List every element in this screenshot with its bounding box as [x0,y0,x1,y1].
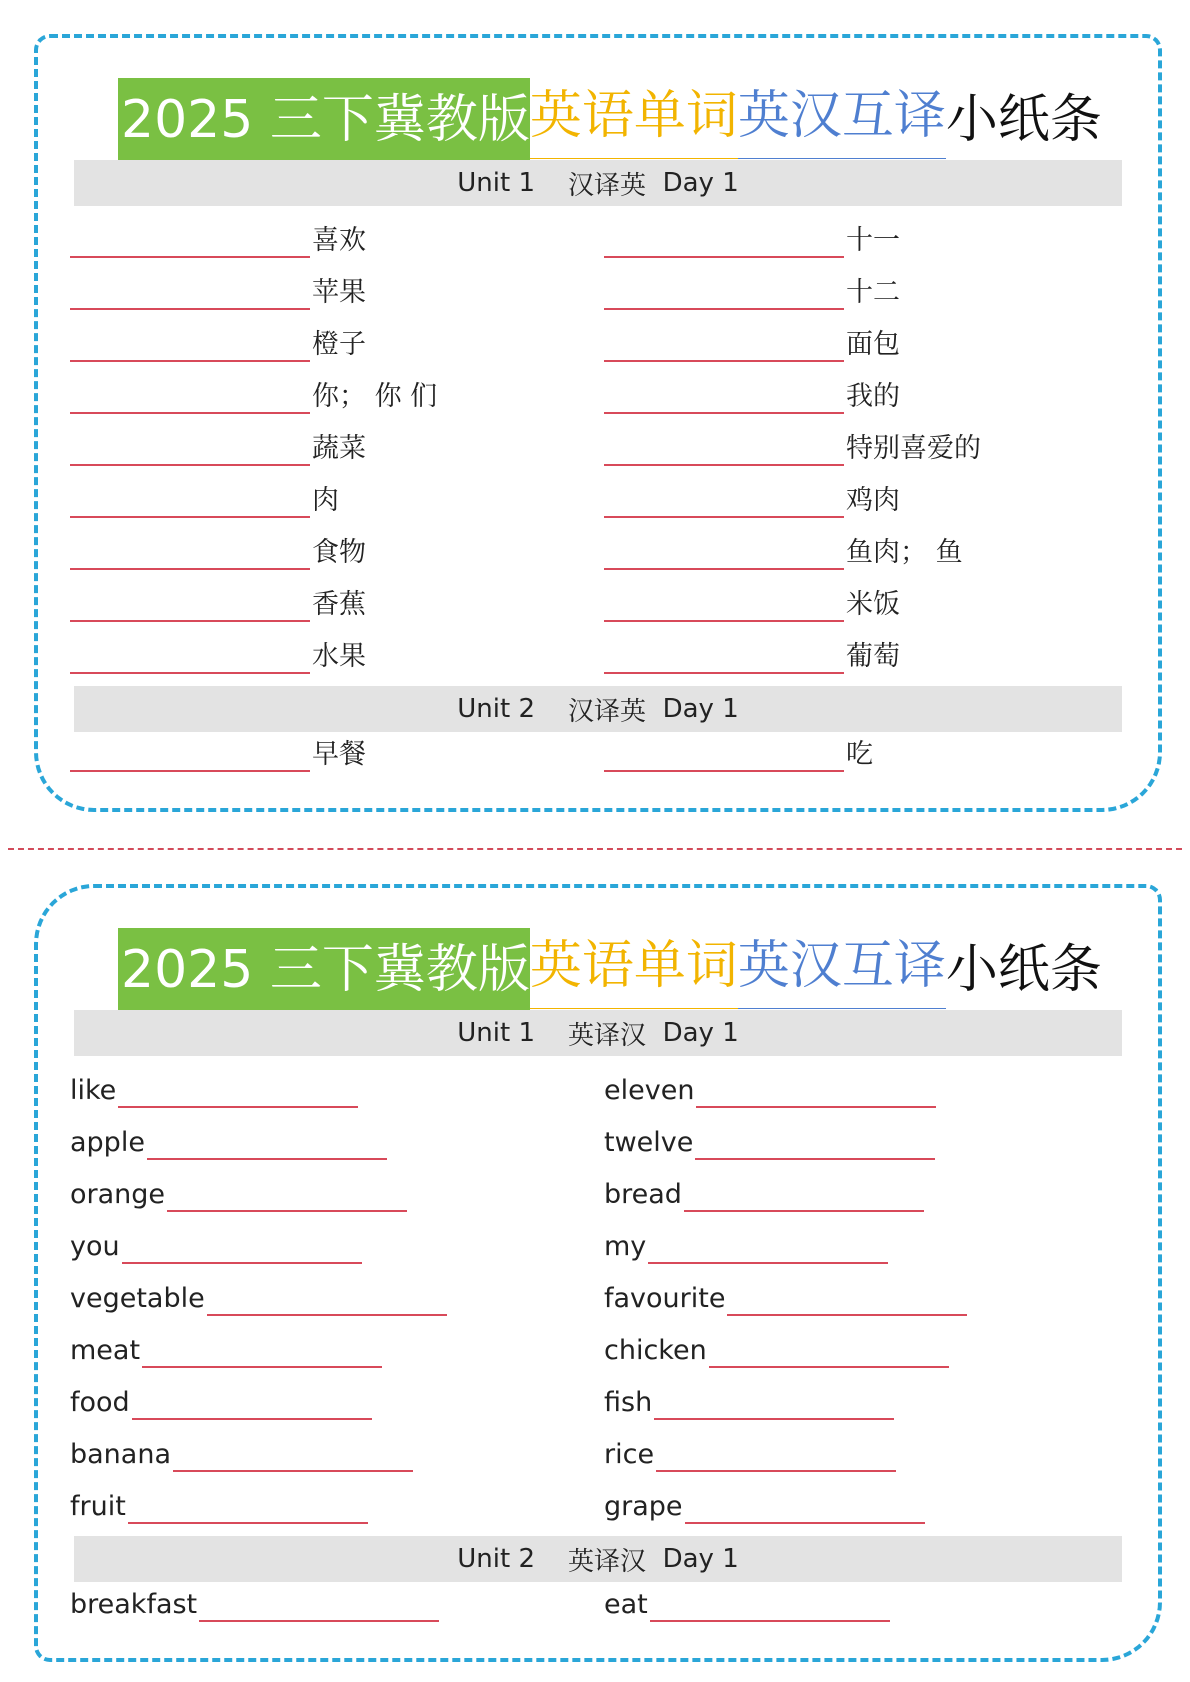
answer-row [70,1484,368,1524]
answer-blank[interactable] [70,740,310,772]
answer-row [70,374,437,414]
mode-label: 汉译英 [568,170,647,201]
title-part-translate: 英汉互译 [738,78,946,162]
prompt-word: 喜欢 [312,225,366,256]
answer-blank[interactable] [648,1232,888,1264]
prompt-word: 早餐 [312,739,366,770]
prompt-word: like [70,1075,117,1106]
answer-row [604,1432,896,1472]
answer-row [70,1582,439,1622]
prompt-word: 特别喜爱的 [846,433,981,464]
prompt-word: 肉 [312,485,339,516]
answer-blank[interactable] [70,590,310,622]
answer-blank[interactable] [167,1180,407,1212]
answer-row [70,732,366,772]
answer-row [70,478,339,518]
mode-label: 英译汉 [568,1546,647,1577]
answer-row [604,478,900,518]
prompt-word: 面包 [846,329,900,360]
answer-row [604,1224,888,1264]
answer-row [70,1068,358,1108]
title-part-slip: 小纸条 [945,90,1102,150]
prompt-word: 米饭 [846,589,900,620]
unit-label: Unit 1 [457,168,535,198]
day-label: Day 1 [662,168,739,198]
answer-row [70,426,366,466]
answer-row [604,322,900,362]
section-header-unit1 [74,1010,1122,1056]
answer-blank[interactable] [70,278,310,310]
cut-line [8,848,1182,850]
unit-label: Unit 1 [457,1018,535,1048]
prompt-word: chicken [604,1335,707,1366]
prompt-word: 鸡肉 [846,485,900,516]
answer-row [70,634,366,674]
prompt-word: food [70,1387,130,1418]
answer-row [70,322,366,362]
answer-blank[interactable] [199,1590,439,1622]
answer-row [604,530,963,570]
prompt-word: meat [70,1335,141,1366]
prompt-word: 食物 [312,537,366,568]
answer-blank[interactable] [654,1388,894,1420]
title-part-words: 英语单词 [530,78,738,162]
prompt-word: fruit [70,1491,126,1522]
prompt-word: 蔬菜 [312,433,366,464]
answer-row [604,218,900,258]
answer-row [70,1328,382,1368]
worksheet-title [118,928,1102,1012]
answer-blank[interactable] [70,382,310,414]
answer-blank[interactable] [696,1076,936,1108]
answer-blank[interactable] [695,1128,935,1160]
answer-blank[interactable] [207,1284,447,1316]
title-part-grade: 2025 三下冀教版 [118,928,530,1012]
answer-row [604,374,900,414]
answer-blank[interactable] [604,382,844,414]
prompt-word: banana [70,1439,171,1470]
prompt-word: 我的 [846,381,900,412]
answer-blank[interactable] [684,1180,924,1212]
answer-row [604,426,981,466]
prompt-word: 十一 [846,225,900,256]
worksheet-card-2 [34,884,1162,1662]
answer-row [604,1068,936,1108]
day-label: Day 1 [662,694,739,724]
mode-label: 汉译英 [568,696,647,727]
answer-row [70,582,366,622]
answer-row [604,1582,890,1622]
answer-row [70,1224,362,1264]
prompt-word: 吃 [846,739,873,770]
title-part-grade: 2025 三下冀教版 [118,78,530,162]
answer-blank[interactable] [604,278,844,310]
answer-row [70,1172,407,1212]
prompt-word: 鱼肉； 鱼 [846,537,963,568]
answer-blank[interactable] [650,1590,890,1622]
answer-blank[interactable] [173,1440,413,1472]
prompt-word: you [70,1231,120,1262]
answer-blank[interactable] [604,486,844,518]
answer-row [604,732,873,772]
prompt-word: bread [604,1179,682,1210]
answer-row [604,270,900,310]
answer-blank[interactable] [604,740,844,772]
prompt-word: 十二 [846,277,900,308]
answer-blank[interactable] [70,330,310,362]
prompt-word: 苹果 [312,277,366,308]
worksheet-title [118,78,1102,162]
answer-blank[interactable] [685,1492,925,1524]
unit-label: Unit 2 [457,1544,535,1574]
answer-row [70,1276,447,1316]
answer-blank[interactable] [70,226,310,258]
answer-row [604,1380,894,1420]
answer-blank[interactable] [604,434,844,466]
answer-blank[interactable] [142,1336,382,1368]
answer-row [604,1120,935,1160]
prompt-word: eat [604,1589,648,1620]
prompt-word: 橙子 [312,329,366,360]
worksheet-card-1 [34,34,1162,812]
answer-blank[interactable] [709,1336,949,1368]
day-label: Day 1 [662,1018,739,1048]
answer-row [604,1328,949,1368]
answer-row [70,1380,372,1420]
section-header-unit1 [74,160,1122,206]
answer-blank[interactable] [604,538,844,570]
mode-label: 英译汉 [568,1020,647,1051]
section-header-unit2 [74,1536,1122,1582]
answer-row [70,530,366,570]
answer-blank[interactable] [70,642,310,674]
prompt-word: grape [604,1491,683,1522]
prompt-word: vegetable [70,1283,205,1314]
answer-row [70,1120,387,1160]
prompt-word: 香蕉 [312,589,366,620]
title-part-slip: 小纸条 [945,940,1102,1000]
answer-blank[interactable] [118,1076,358,1108]
answer-blank[interactable] [604,642,844,674]
answer-blank[interactable] [132,1388,372,1420]
title-part-translate: 英汉互译 [738,928,946,1012]
answer-row [604,582,900,622]
answer-row [604,634,900,674]
answer-row [604,1484,925,1524]
prompt-word: apple [70,1127,145,1158]
prompt-word: twelve [604,1127,694,1158]
prompt-word: 你； 你 们 [312,381,438,412]
answer-row [604,1276,967,1316]
answer-blank[interactable] [70,538,310,570]
answer-blank[interactable] [604,590,844,622]
answer-blank[interactable] [70,434,310,466]
answer-blank[interactable] [122,1232,362,1264]
day-label: Day 1 [662,1544,739,1574]
answer-blank[interactable] [727,1284,967,1316]
prompt-word: favourite [604,1283,726,1314]
prompt-word: my [604,1231,647,1262]
answer-row [70,270,366,310]
section-header-unit2 [74,686,1122,732]
answer-blank[interactable] [147,1128,387,1160]
answer-blank[interactable] [656,1440,896,1472]
prompt-word: rice [604,1439,655,1470]
answer-blank[interactable] [604,330,844,362]
unit-label: Unit 2 [457,694,535,724]
prompt-word: fish [604,1387,653,1418]
answer-row [604,1172,924,1212]
answer-blank[interactable] [128,1492,368,1524]
answer-blank[interactable] [70,486,310,518]
answer-row [70,218,366,258]
prompt-word: 水果 [312,641,366,672]
prompt-word: 葡萄 [846,641,900,672]
prompt-word: eleven [604,1075,695,1106]
prompt-word: orange [70,1179,166,1210]
prompt-word: breakfast [70,1589,198,1620]
answer-blank[interactable] [604,226,844,258]
answer-row [70,1432,413,1472]
title-part-words: 英语单词 [530,928,738,1012]
